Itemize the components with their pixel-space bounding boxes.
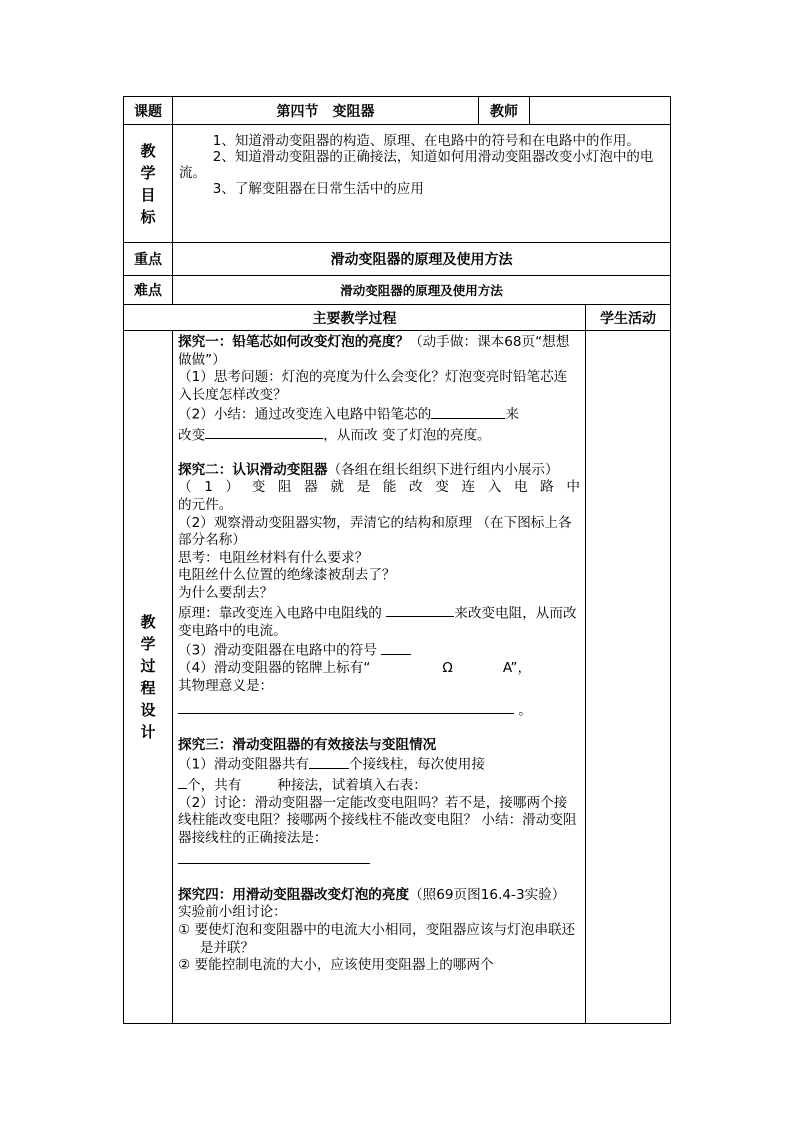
inquiry-4-item: ① 要使灯泡和变阻器中的电流大小相同，变阻器应该与灯泡串联还是并联？ — [178, 921, 576, 956]
key-point-row — [124, 243, 671, 276]
goals-row — [124, 125, 671, 243]
inquiry-2-question-1: （1）变阻器就是能改变连入电路中 — [178, 479, 580, 496]
key-point-label: 重点 — [124, 243, 173, 276]
process-header-row — [124, 305, 671, 331]
inquiry-3-question-2: （2）讨论：滑动变阻器一定能改变电阻吗？若不是，接哪两个接线柱能改变电阻？接哪两个接线柱不能改变电阻？ 小结：滑动变阻器接线柱的正确接法是： — [178, 794, 577, 846]
think-question: 电阻丝什么位置的绝缘漆被刮去了？ — [178, 567, 396, 584]
think-question: 思考：电阻丝材料有什么要求？ — [178, 549, 369, 566]
goals-label-cell — [124, 125, 173, 243]
goals-label: 教 学 目 标 — [140, 141, 156, 226]
goal-item: 3、了解变阻器在日常生活中的应用 — [212, 181, 424, 197]
process-label: 教 学 过 程 设 计 — [140, 613, 156, 741]
fill-blank[interactable] — [205, 425, 323, 440]
student-column-header: 学生活动 — [586, 305, 671, 331]
topic-label: 课题 — [124, 97, 173, 125]
student-activity-cell — [586, 331, 671, 1024]
process-row — [124, 331, 671, 1024]
inquiry-2-question-2: （2）观察滑动变阻器实物，弄清它的结构和原理 （在下图标上各部分名称） — [178, 514, 572, 549]
fill-blank[interactable] — [178, 850, 370, 865]
difficulty-text: 滑动变阻器的原理及使用方法 — [173, 276, 671, 305]
fill-blank[interactable] — [386, 603, 454, 618]
inquiry-2-question-4: （4）滑动变阻器的铭牌上标有“ Ω A”， — [178, 660, 532, 677]
process-column-header: 主要教学过程 — [124, 305, 586, 331]
fill-blank[interactable] — [178, 775, 187, 790]
fill-blank[interactable] — [431, 404, 505, 419]
inquiry-2-question-3: （3）滑动变阻器在电路中的符号 — [178, 640, 580, 660]
principle-text: 原理：靠改变连入电路中电阻线的 来改变电阻，从而改变电路中的电流。 — [178, 603, 580, 641]
inquiry-1-question-2: （2）小结：通过改变连入电路中铅笔芯的 来 改变 ，从而改 变了灯泡的亮度。 — [178, 404, 580, 444]
inquiry-4-intro: 实验前小组讨论： — [178, 904, 287, 921]
inquiry-3-answer-line — [178, 850, 580, 870]
goal-item: 2、知道滑动变阻器的正确接法，知道如何用滑动变阻器改变小灯泡中的电流。 — [179, 149, 654, 181]
inquiry-2-question-1b: 的元件。 — [178, 496, 233, 513]
lesson-plan-table — [123, 96, 671, 1024]
topic-title: 第四节 变阻器 — [173, 97, 479, 125]
goals-content — [173, 125, 671, 243]
goal-item: 1、知道滑动变阻器的构造、原理、在电路中的符号和在电路中的作用。 — [212, 133, 640, 149]
teacher-name — [530, 97, 671, 125]
key-point-text: 滑动变阻器的原理及使用方法 — [173, 243, 671, 276]
difficulty-row — [124, 276, 671, 305]
header-row — [124, 97, 671, 125]
inquiry-2-title: 探究二：认识滑动变阻器（各组在组长组织下进行组内小展示） — [178, 461, 559, 478]
inquiry-4-item: ② 要能控制电流的大小，应该使用变阻器上的哪两个 — [178, 957, 494, 974]
think-question: 为什么要刮去？ — [178, 584, 274, 601]
process-content — [173, 331, 586, 1024]
process-label-cell — [124, 331, 173, 1024]
fill-blank[interactable] — [381, 640, 411, 655]
teacher-label: 教师 — [479, 97, 530, 125]
fill-blank[interactable] — [309, 754, 349, 769]
inquiry-2-answer-line: 。 — [178, 700, 580, 720]
inquiry-4-title: 探究四：用滑动变阻器改变灯泡的亮度（照69页图16.4-3实验） — [178, 886, 566, 903]
inquiry-3-title: 探究三：滑动变阻器的有效接法与变阻情况 — [178, 736, 437, 753]
fill-blank[interactable] — [178, 700, 514, 715]
inquiry-3-question-1: （1）滑动变阻器共有 个接线柱，每次使用接 个，共有 种接法，试着填入右表： — [178, 754, 580, 794]
inquiry-1-question-1: （1）思考问题：灯泡的亮度为什么会变化？灯泡变亮时铅笔芯连入长度怎样改变？ — [178, 369, 568, 403]
difficulty-label: 难点 — [124, 276, 173, 305]
inquiry-1-title: 探究一：铅笔芯如何改变灯泡的亮度？（动手做：课本68页“想想做做”） — [178, 334, 570, 368]
inquiry-2-question-4-meaning: 其物理意义是： — [178, 678, 274, 695]
